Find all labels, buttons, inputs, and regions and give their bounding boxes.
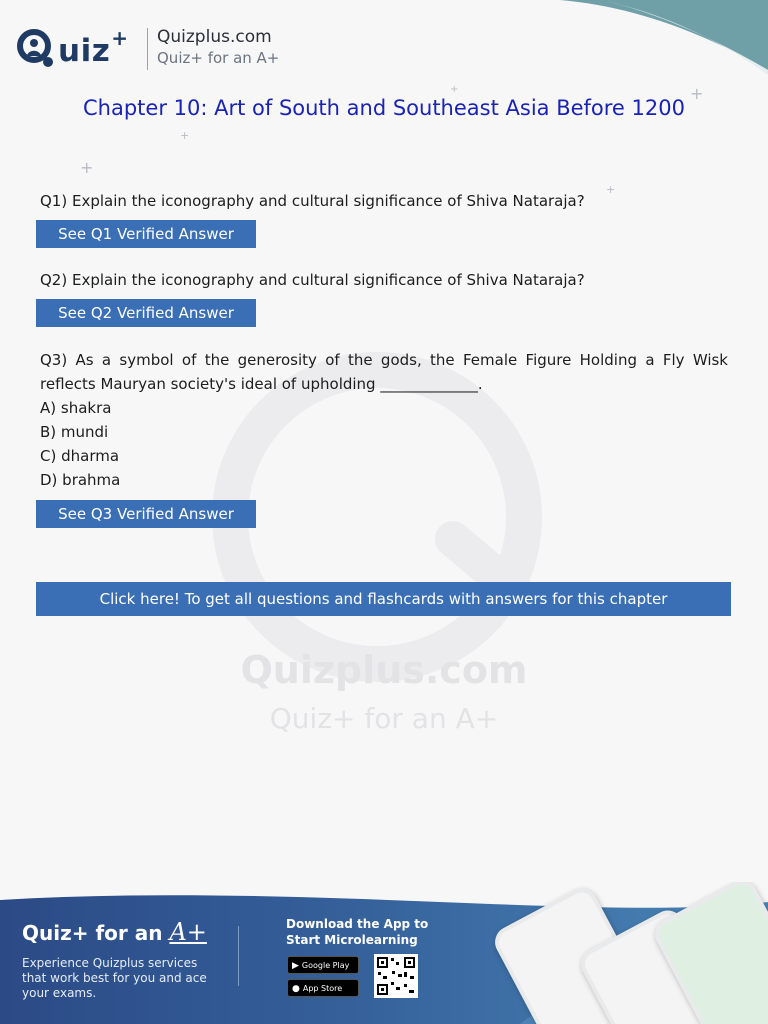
download-line-1: Download the App to: [286, 917, 429, 931]
google-play-label: Google Play: [301, 961, 350, 970]
footer-download-text: [286, 916, 446, 948]
question-1-text: Q1) Explain the iconography and cultural significance of Shiva Nataraja?: [40, 192, 585, 210]
question-2: [40, 268, 728, 292]
see-q3-answer-button[interactable]: See Q3 Verified Answer: [36, 500, 256, 528]
see-q2-answer-button[interactable]: See Q2 Verified Answer: [36, 299, 256, 327]
watermark-tagline: Quiz+ for an A+: [269, 702, 499, 735]
qr-code-icon[interactable]: [374, 954, 418, 998]
see-q1-answer-button[interactable]: See Q1 Verified Answer: [36, 220, 256, 248]
footer-banner: [0, 882, 768, 1024]
brand-tagline: Quiz+ for an A+: [157, 49, 280, 67]
sparkle-icon: +: [80, 158, 94, 177]
footer-title-grade: A+: [169, 918, 207, 946]
logo-plus: +: [111, 26, 129, 50]
logo-q-icon: [16, 26, 56, 68]
logo-wordmark: uiz: [58, 33, 111, 69]
option-a: A) shakra: [40, 399, 112, 417]
brand-name[interactable]: Quizplus.com: [157, 27, 272, 47]
option-b: B) mundi: [40, 423, 109, 441]
quizplus-logo[interactable]: [16, 26, 128, 68]
all-questions-cta-button[interactable]: Click here! To get all questions and flashcards with answers for this chapter: [36, 582, 731, 616]
footer-description: Experience Quizplus services that work best for you and ace your exams.: [22, 956, 207, 1000]
question-3-text: Q3) As a symbol of the generosity of the gods, the Female Figure Holding a Fly Wisk reflects Mauryan society's ideal of upholding _____________.: [40, 351, 728, 393]
footer-divider: [238, 926, 239, 986]
footer-title: [22, 918, 207, 946]
sparkle-icon: +: [180, 129, 190, 142]
logo-divider: [147, 28, 148, 70]
brand-block: [157, 26, 279, 68]
option-c: C) dharma: [40, 447, 120, 465]
option-d: D) brahma: [40, 471, 121, 489]
sparkle-icon: +: [606, 183, 616, 196]
question-2-text: Q2) Explain the iconography and cultural significance of Shiva Nataraja?: [40, 271, 585, 289]
question-3: [40, 348, 728, 492]
google-play-icon: ▶: [292, 961, 299, 971]
chapter-title: Chapter 10: Art of South and Southeast Asia Before 1200: [83, 96, 685, 120]
watermark-name: Quizplus.com: [240, 648, 528, 692]
app-store-button[interactable]: [287, 979, 359, 997]
download-line-2: Start Microlearning: [286, 933, 418, 947]
sparkle-icon: +: [450, 84, 459, 95]
google-play-button[interactable]: [287, 956, 359, 974]
apple-icon: ●: [292, 984, 300, 994]
sparkle-icon: +: [690, 84, 704, 103]
question-1: [40, 189, 728, 213]
footer-title-text: Quiz+ for an: [22, 921, 163, 945]
app-store-label: App Store: [302, 984, 343, 993]
